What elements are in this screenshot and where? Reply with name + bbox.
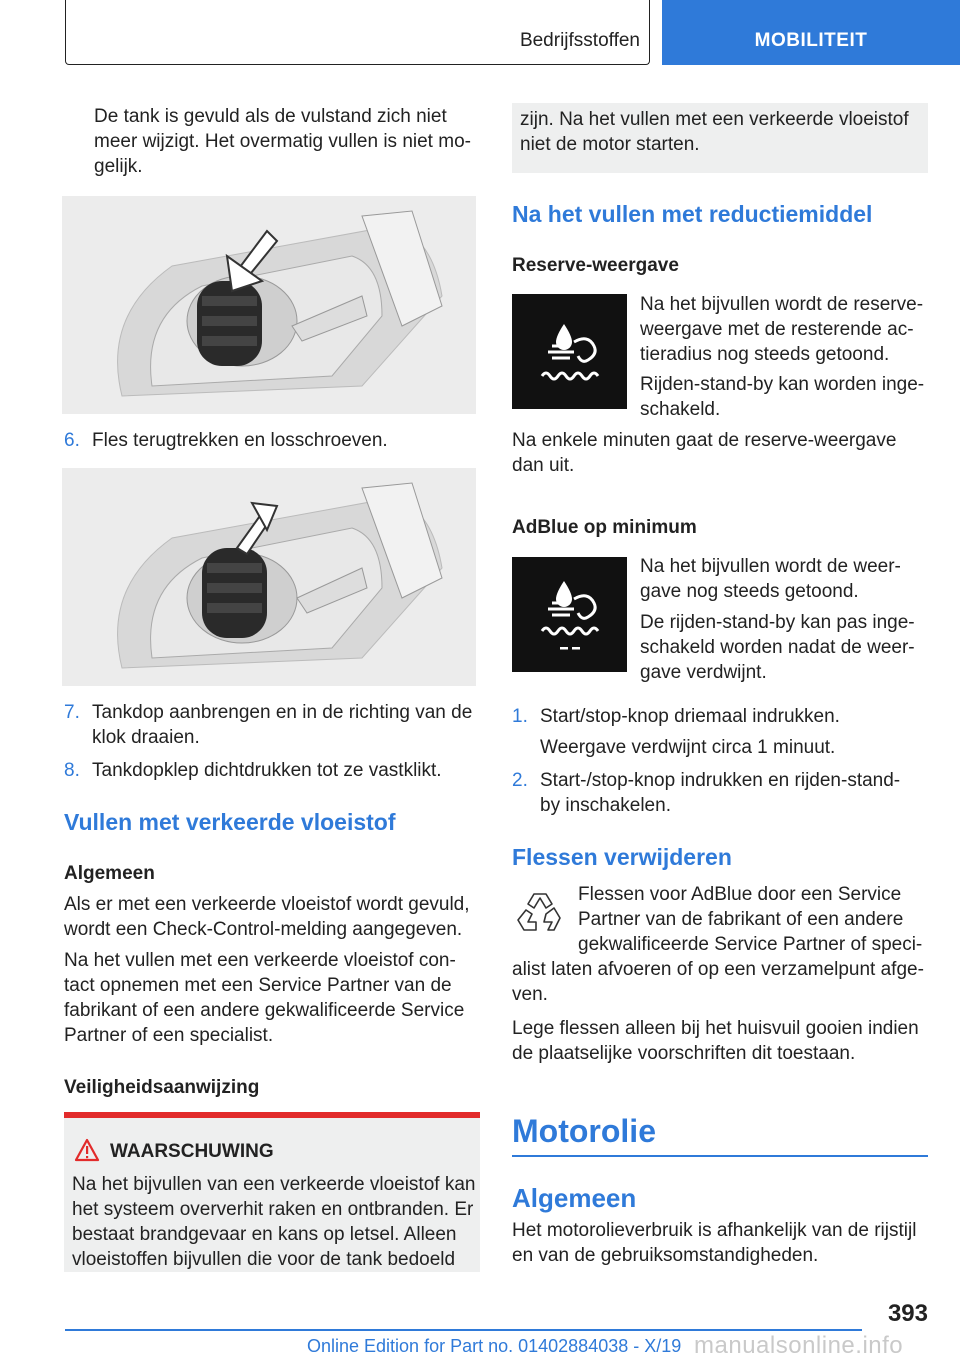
step-text: Tankdopklep dichtdrukken tot ze vastklikt. <box>92 760 442 781</box>
minimum-paragraph-2 <box>640 610 940 685</box>
reserve-paragraph-2 <box>640 372 940 422</box>
fuel-filler-illustration <box>62 468 476 686</box>
step-8 <box>64 758 484 783</box>
subsection-title-general: Algemeen <box>64 863 155 884</box>
text-line: zijn. Na het vullen met een verkeerde vloeistof <box>520 109 909 130</box>
header-chapter-tab[interactable]: MOBILITEIT <box>662 0 960 65</box>
text-line: gave verdwijnt. <box>640 662 767 683</box>
text-line: Partner of een specialist. <box>64 1025 274 1046</box>
text-line: en van de gebruiksomstandigheden. <box>512 1245 819 1266</box>
subsection-title-reserve: Reserve-weergave <box>512 255 679 276</box>
subsection-title-minimum: AdBlue op minimum <box>512 517 697 538</box>
fuel-filler-illustration <box>62 196 476 414</box>
text-line: bestaat brandgevaar en kans op letsel. Alleen <box>72 1224 457 1245</box>
step-6 <box>64 428 484 453</box>
subsection-title-safety: Veiligheidsaanwijzing <box>64 1077 260 1098</box>
step-text: Fles terugtrekken en losschroeven. <box>92 430 388 451</box>
general-paragraph-1 <box>64 892 484 942</box>
text-line: wordt een Check-Control-melding aangegeven. <box>64 919 463 940</box>
adblue-reserve-icon <box>512 294 627 409</box>
text-line: Partner van de fabrikant of een andere <box>578 909 904 930</box>
text-line: De rijden-stand-by kan pas inge- <box>640 612 915 633</box>
intro-paragraph <box>94 104 484 179</box>
text-line: dan uit. <box>512 455 575 476</box>
text-line: Lege flessen alleen bij het huisvuil gooien indien <box>512 1018 919 1039</box>
step-number: 2. <box>512 770 528 791</box>
header-section: Bedrijfsstoffen <box>519 30 640 51</box>
text-line: de plaatselijke voorschriften dit toestaan. <box>512 1043 856 1064</box>
reserve-paragraph-1 <box>640 292 940 367</box>
text-line: gekwalificeerde Service Partner of speci- <box>578 934 923 955</box>
text-line: schakeld. <box>640 399 721 420</box>
text-line: Als er met een verkeerde vloeistof wordt gevuld, <box>64 894 470 915</box>
general-paragraph-2 <box>64 948 484 1048</box>
text-line: vloeistoffen bijvullen die voor de tank bedoeld <box>72 1249 456 1270</box>
text-line: Het motorolieverbruik is afhankelijk van de rijstijl <box>512 1220 917 1241</box>
text-line: Flessen voor AdBlue door een Service <box>578 884 902 905</box>
warning-continuation-box <box>512 103 928 173</box>
section-title-after-reductant: Na het vullen met reductiemiddel <box>512 201 873 227</box>
warning-text <box>72 1172 480 1272</box>
text-line: Rijden-stand-by kan worden inge- <box>640 374 925 395</box>
text-line: De tank is gevuld als de vulstand zich niet <box>94 106 447 127</box>
chapter-title-engine-oil: Motorolie <box>512 1113 656 1149</box>
footer-rule <box>65 1329 862 1331</box>
step-number: 7. <box>64 702 80 723</box>
page-number: 393 <box>887 1300 928 1327</box>
text-line: tact opnemen met een Service Partner van de <box>64 975 452 996</box>
text-line: weergave met de resterende ac- <box>640 319 914 340</box>
section-title-bottles: Flessen verwijderen <box>512 844 732 870</box>
fuel-filler-photo-remove <box>62 468 476 686</box>
warning-box <box>64 1112 480 1272</box>
text-line: tieradius nog steeds getoond. <box>640 344 890 365</box>
bottles-paragraph-1 <box>512 882 932 1007</box>
chapter-title-rule <box>512 1155 928 1157</box>
text-line: niet de motor starten. <box>520 134 700 155</box>
text-line: gave nog steeds getoond. <box>640 581 859 602</box>
oil-paragraph <box>512 1218 932 1268</box>
text-line: alist laten afvoeren of op een verzamelpunt afge- <box>512 959 924 980</box>
text-line: fabrikant of een andere gekwalificeerde Service <box>64 1000 465 1021</box>
text-line: Na het bijvullen wordt de weer- <box>640 556 901 577</box>
section-title-oil-general: Algemeen <box>512 1183 637 1213</box>
text-line: gelijk. <box>94 156 143 177</box>
adblue-minimum-icon <box>512 557 627 672</box>
step-number: 8. <box>64 760 80 781</box>
section-title-wrong-fluid: Vullen met verkeerde vloeistof <box>64 809 396 835</box>
text-line: Na het bijvullen wordt de reserve- <box>640 294 924 315</box>
footer-edition: Online Edition for Part no. 01402884038 - X/19 <box>307 1336 682 1356</box>
step-text: Start/stop-knop driemaal indrukken. <box>540 706 840 727</box>
step-subtext: Weergave verdwijnt circa 1 minuut. <box>540 737 836 758</box>
step-text: Tankdop aanbrengen en in de richting van de <box>92 702 473 723</box>
step-text: by inschakelen. <box>540 795 671 816</box>
text-line: Na enkele minuten gaat de reserve-weergave <box>512 430 897 451</box>
step-1 <box>512 704 932 760</box>
step-7 <box>64 700 484 750</box>
step-text: klok draaien. <box>92 727 200 748</box>
text-line: meer wijzigt. Het overmatig vullen is niet mo- <box>94 131 471 152</box>
fuel-filler-photo-insert <box>62 196 476 414</box>
step-number: 1. <box>512 706 528 727</box>
step-text: Start-/stop-knop indrukken en rijden-stand- <box>540 770 901 791</box>
text-line: Na het vullen met een verkeerde vloeistof con- <box>64 950 456 971</box>
text-line: Na het bijvullen van een verkeerde vloeistof kan <box>72 1174 476 1195</box>
reserve-paragraph-3 <box>512 428 932 478</box>
text-line: het systeem oververhit raken en ontbranden. Er <box>72 1199 474 1220</box>
warning-title: WAARSCHUWING <box>110 1141 274 1162</box>
bottles-paragraph-2 <box>512 1016 932 1066</box>
minimum-paragraph-1 <box>640 554 940 604</box>
footer-watermark: manualsonline.info <box>694 1332 904 1359</box>
step-2 <box>512 768 932 818</box>
warning-triangle-icon <box>74 1138 100 1167</box>
text-line: schakeld worden nadat de weer- <box>640 637 915 658</box>
text-line: ven. <box>512 984 548 1005</box>
step-number: 6. <box>64 430 80 451</box>
